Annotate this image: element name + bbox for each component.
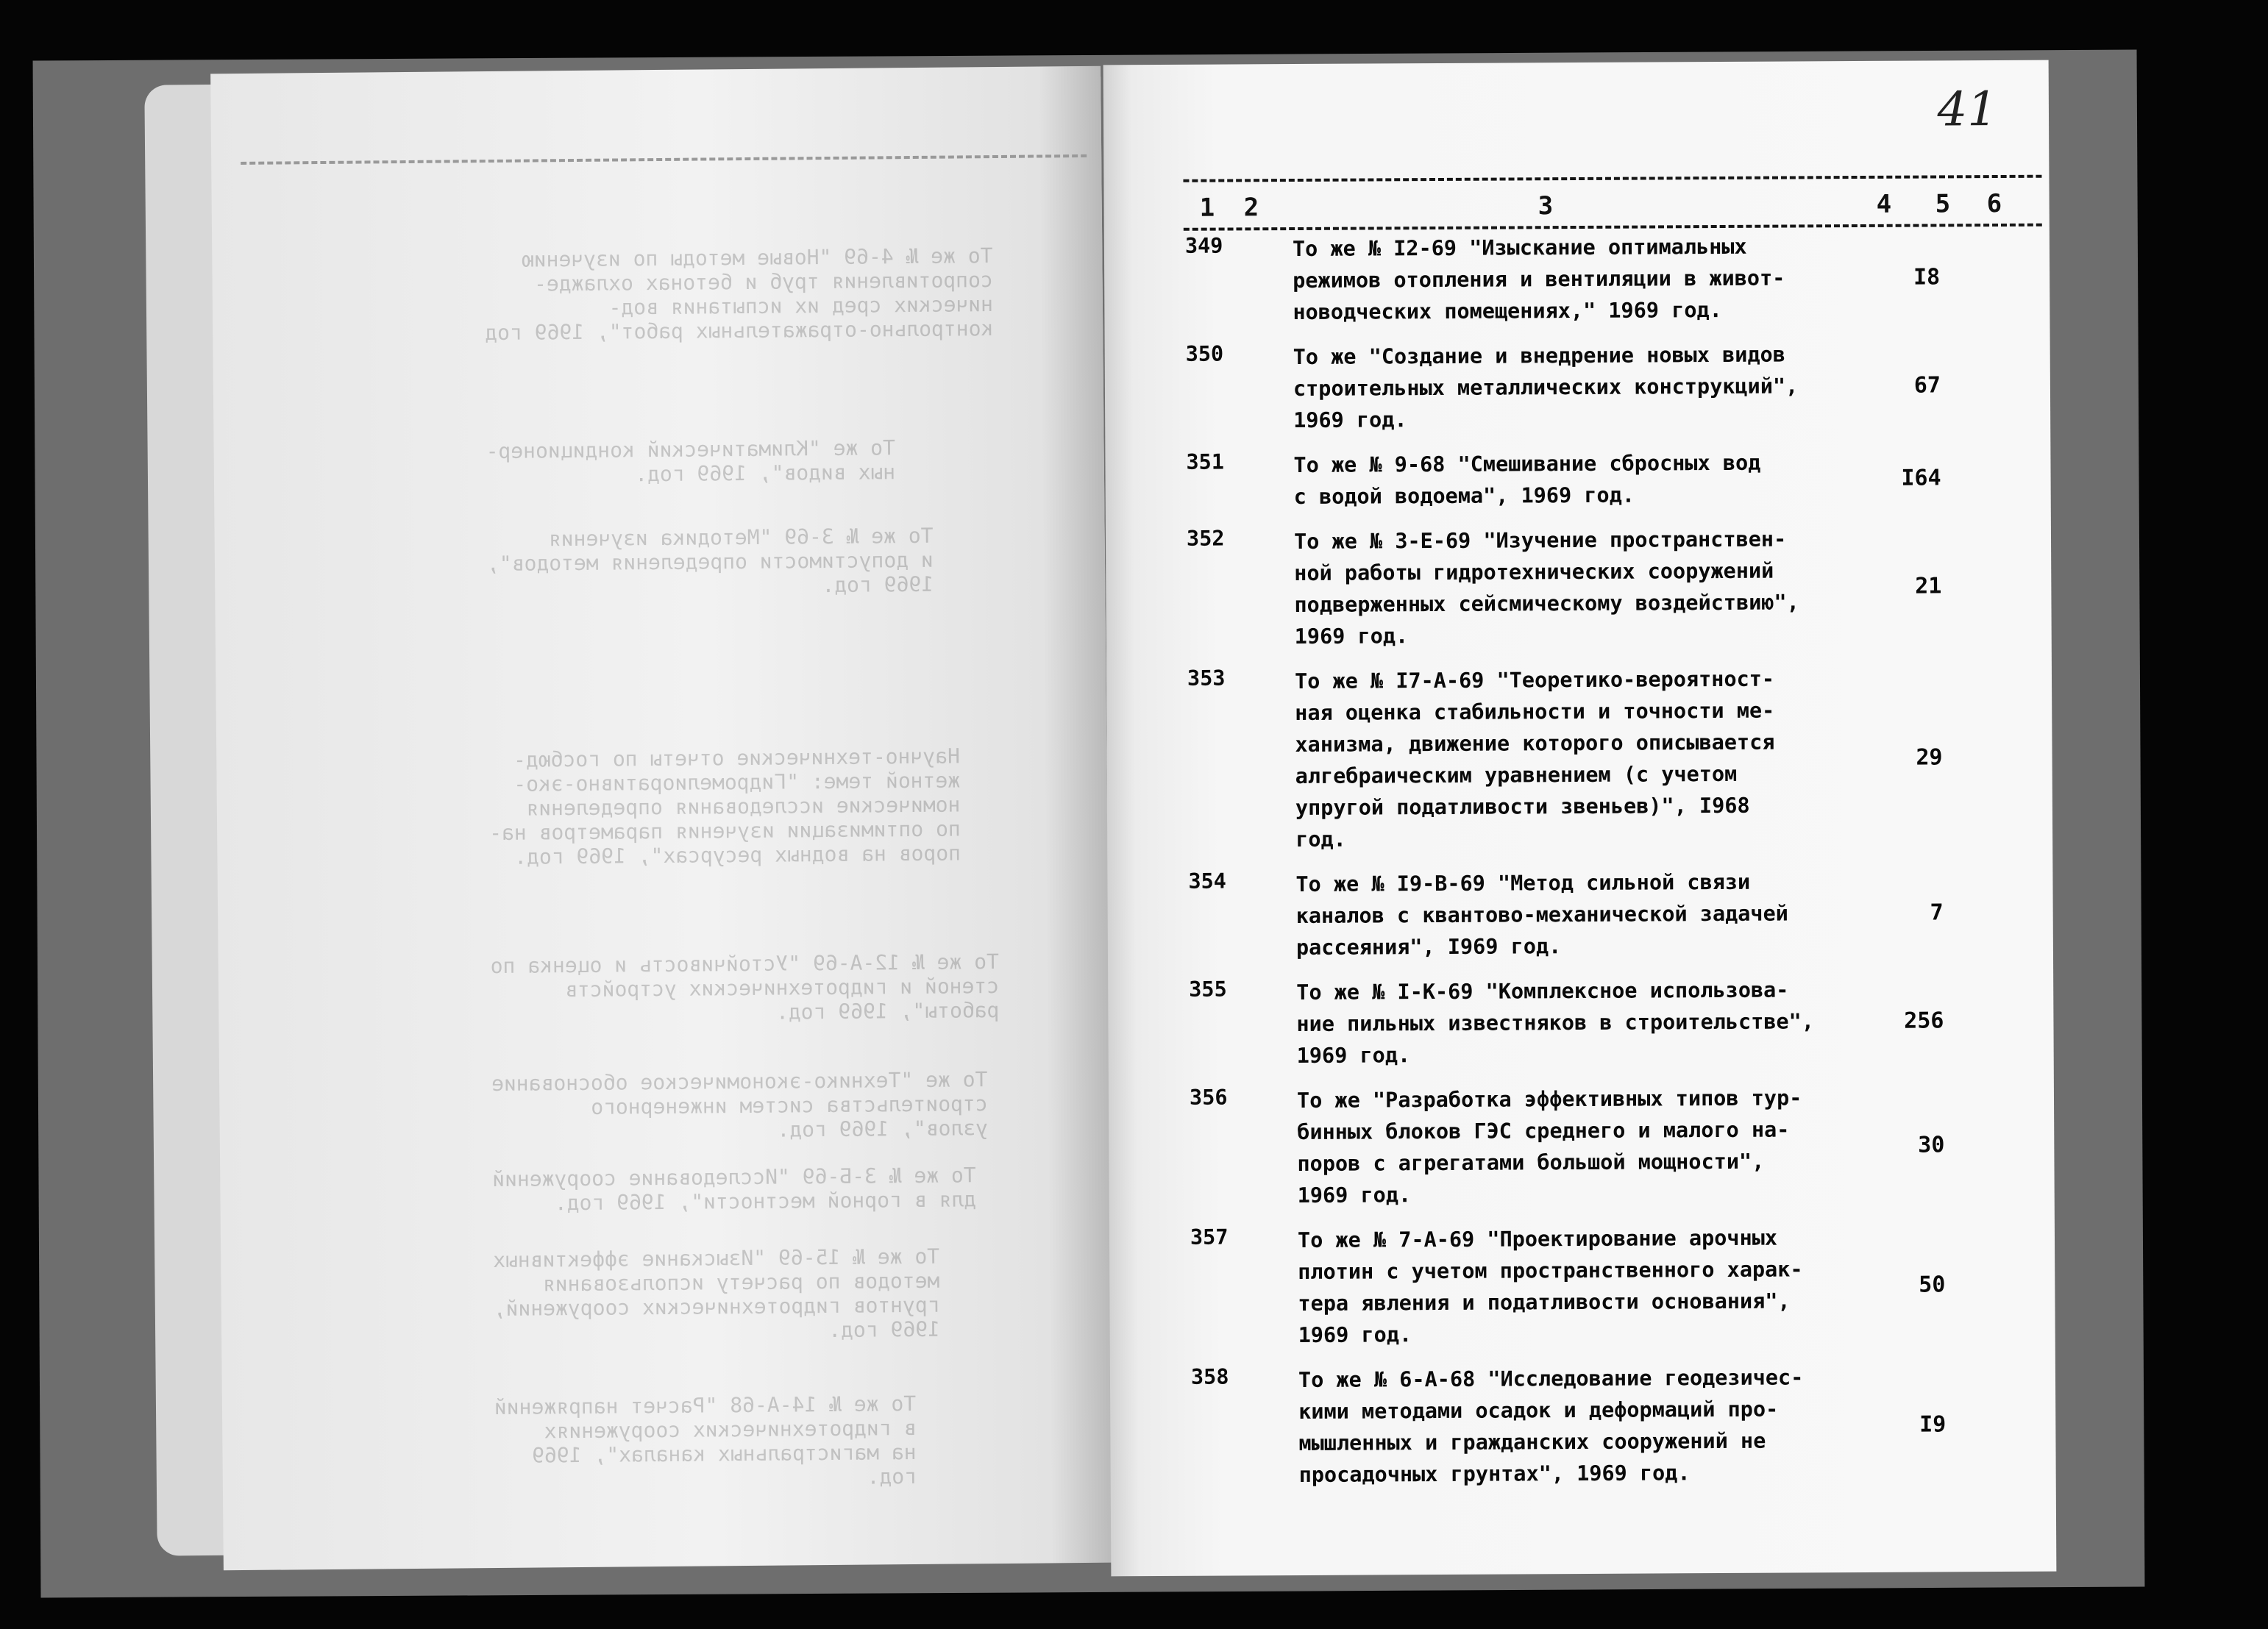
entry-number: 358 <box>1190 1364 1229 1389</box>
entry-page-count: I9 <box>1919 1411 1947 1438</box>
ghost-rule <box>241 154 1087 165</box>
page-number: 41 <box>1937 82 1998 138</box>
entry-number: 357 <box>1190 1225 1229 1250</box>
list-item <box>1105 446 2050 514</box>
entry-number: 354 <box>1188 869 1227 894</box>
entry-number: 356 <box>1189 1085 1228 1110</box>
entry-description: То же № I7-А-69 "Теоретико-вероятност- ная оценка стабильности и точности ме- ханизма, движение которого описывается алгебраическим уравнением (с учетом упругой податливости звеньев)", I968 год. <box>1294 666 1775 852</box>
ghost-text: То же "Климатический кондиционер- ных видов", 1969 год. <box>486 435 896 487</box>
column-header-1: 1 <box>1199 193 1215 223</box>
list-item <box>1108 973 2054 1073</box>
entry-number: 349 <box>1184 233 1223 258</box>
ghost-text: То же № 3-69 "Методика изучения и допустимости определения методов", 1969 год. <box>486 523 934 598</box>
entry-description: То же № 6-А-68 "Исследование геодезичес- кими методами осадок и деформаций про- мышленных и гражданских сооружений не просадочных грунтах", 1969 год. <box>1298 1365 1804 1488</box>
ghost-text: То же № 14-А-68 "Расчет напряжений в гидротехнических сооружениях на магистральных каналах", 1969 год. <box>494 1391 917 1489</box>
ghost-text: То же № 3-Б-69 "Исследование сооружений для в горной местности", 1969 год. <box>492 1163 977 1216</box>
entry-number: 350 <box>1185 341 1224 366</box>
column-header-4: 4 <box>1876 189 1892 219</box>
list-item <box>1109 1081 2055 1213</box>
column-header-5: 5 <box>1935 189 1951 219</box>
entry-description: То же "Разработка эффективных типов тур- бинных блоков ГЭС среднего и малого на- поров с агрегатами большой мощности", 1969 год. <box>1296 1086 1802 1208</box>
entry-description: То же № I9-В-69 "Метод сильной связи каналов с квантово-механической задачей рассеяния", I969 год. <box>1295 869 1788 960</box>
ghost-text: То же № 15-69 "Изыскание эффективных методов по расчету использования грунтов гидротехнических сооружений, 1969 год. <box>493 1244 941 1343</box>
ghost-text: Научно-технические отчеты по госбюд- жетной теме: "Гидромелиоративно-эко- номические исследования определения по оптимизации изучения параметров на- поров на водных ресурсах", 1969 год. <box>489 744 961 869</box>
entry-page-count: I64 <box>1901 464 1941 491</box>
entry-description: То же № 9-68 "Смешивание сбросных вод с водой водоема", 1969 год. <box>1293 450 1761 510</box>
column-header-2: 2 <box>1243 193 1259 223</box>
list-item <box>1105 338 2051 438</box>
entry-number: 355 <box>1189 977 1227 1002</box>
list-item <box>1109 1221 2055 1352</box>
list-item <box>1104 229 2050 329</box>
entry-description: То же "Создание и внедрение новых видов строительных металлических конструкций", 1969 год. <box>1293 342 1799 433</box>
entry-page-count: 256 <box>1904 1008 1944 1034</box>
list-item <box>1110 1361 2056 1492</box>
entry-number: 351 <box>1186 449 1225 474</box>
entry-description: То же № I-К-69 "Комплексное использова- ние пильных известняков в строительстве", 1969 год. <box>1296 977 1815 1069</box>
entry-page-count: 21 <box>1915 572 1942 599</box>
entry-page-count: 50 <box>1919 1271 1946 1298</box>
entry-description: То же № 3-Е-69 "Изучение пространствен- ной работы гидротехнических сооружений подверженных сейсмическому воздействию", 1969 год. <box>1293 527 1799 649</box>
table-top-rule <box>1183 175 2041 182</box>
list-item <box>1106 522 2052 654</box>
entry-description: То же № 7-А-69 "Проектирование арочных плотин с учетом пространственного харак- тера явления и податливости основания", 1969 год. <box>1297 1225 1803 1348</box>
entry-page-count: 30 <box>1918 1131 1945 1158</box>
entry-page-count: 29 <box>1916 744 1943 771</box>
left-page-blank <box>210 66 1114 1570</box>
entry-number: 352 <box>1186 526 1225 551</box>
list-item <box>1107 865 2053 965</box>
entry-description: То же № I2-69 "Изыскание оптимальных режимов отопления и вентиляции в живот- новодческих помещениях," 1969 год. <box>1292 234 1785 325</box>
right-page <box>1103 60 2057 1577</box>
ghost-text: То же № 12-А-69 "Устойчивость и оценка по стеной и гидротехнических устройств работы", 1969 год. <box>490 949 1000 1024</box>
column-header-3: 3 <box>1538 191 1554 221</box>
ghost-text: То же "Технико-экономическое обоснование строительства систем инженерного узлов", 1969 год. <box>491 1067 989 1142</box>
entry-list <box>1104 229 2056 1505</box>
column-header-6: 6 <box>1986 188 2002 219</box>
list-item <box>1106 662 2052 857</box>
entry-page-count: I8 <box>1913 264 1941 290</box>
entry-page-count: 67 <box>1913 372 1941 399</box>
entry-page-count: 7 <box>1930 899 1944 926</box>
ghost-text: То же № 4-69 "Новые методы по изучению сопротивления труб и бетонах охлажде- нических сред их испытания вод- контрольно-отражательных работ", 1969 год <box>485 243 994 346</box>
entry-number: 353 <box>1187 666 1226 691</box>
